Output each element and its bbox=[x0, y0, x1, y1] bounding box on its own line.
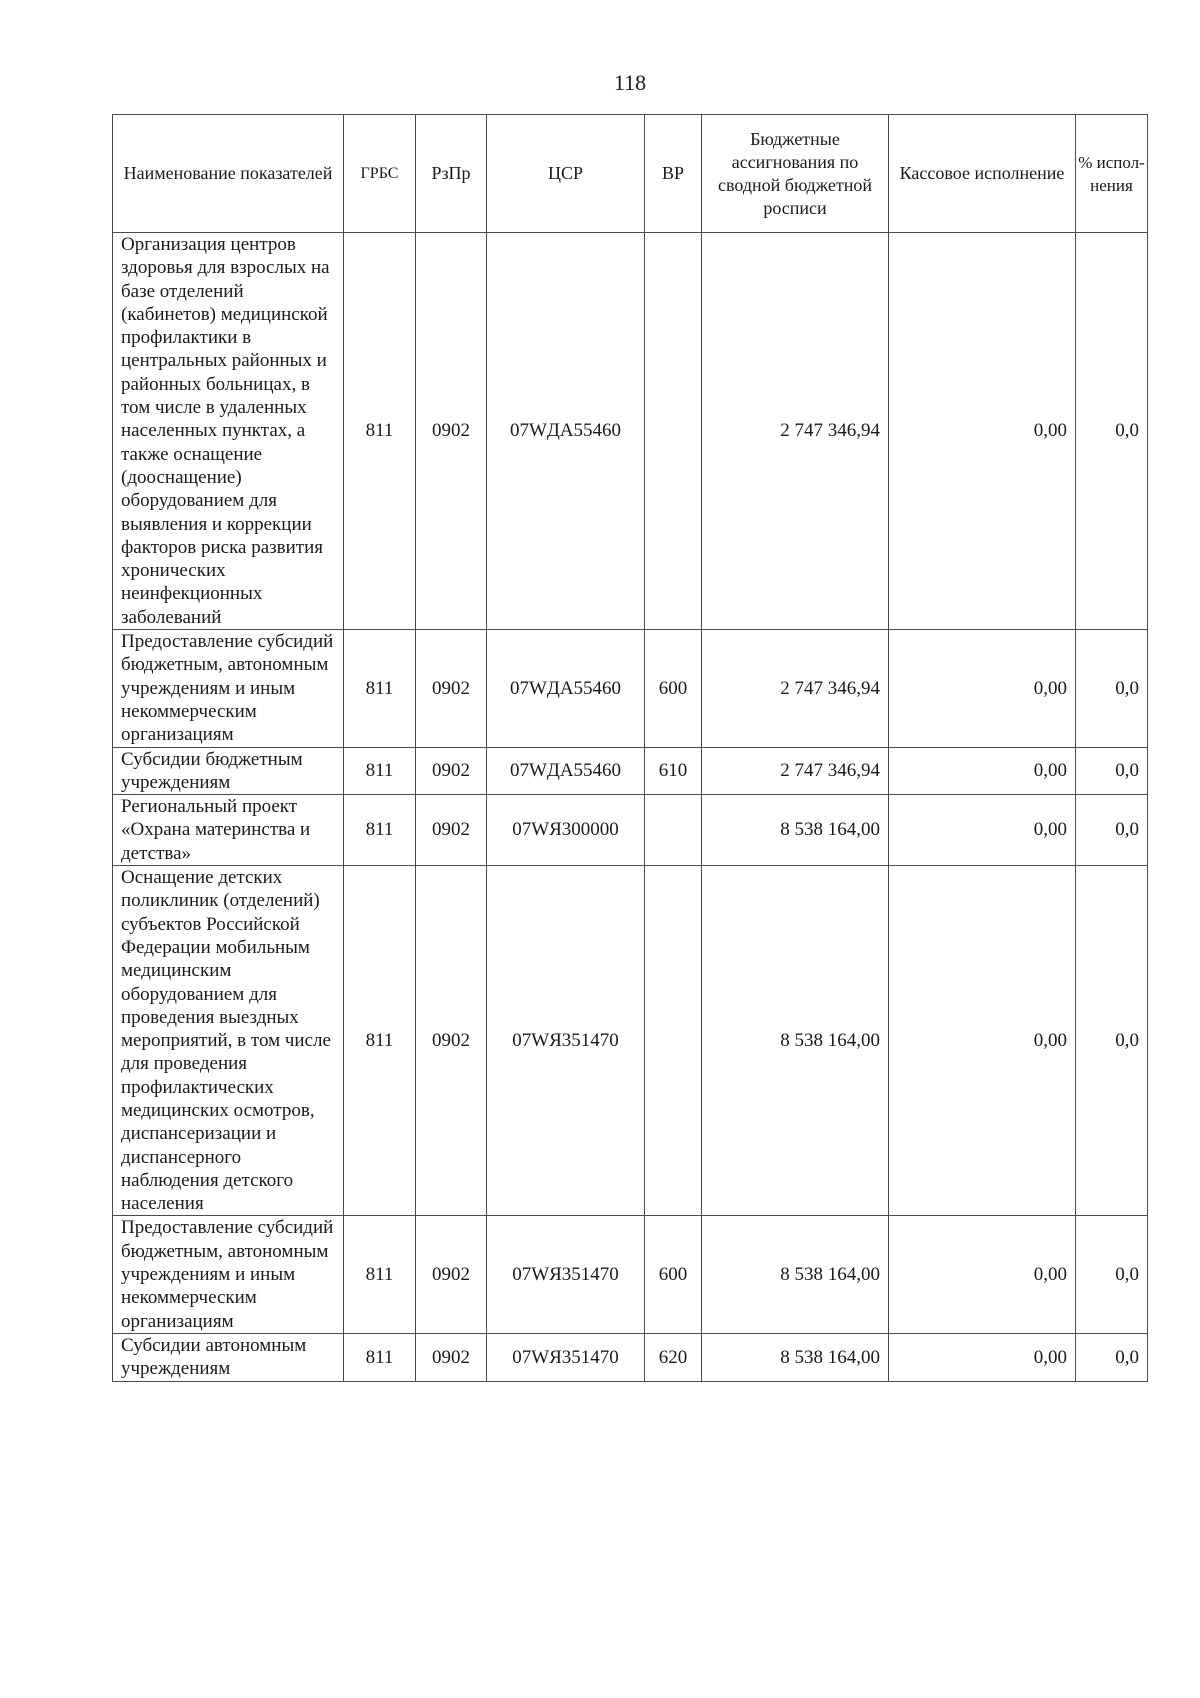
row-assignments: 8 538 164,00 bbox=[702, 795, 889, 866]
row-csr: 07WДА55460 bbox=[487, 233, 645, 630]
row-grbs: 811 bbox=[344, 795, 416, 866]
row-rzpr: 0902 bbox=[416, 795, 487, 866]
table-header-row bbox=[113, 115, 1148, 233]
row-csr: 07WЯ351470 bbox=[487, 866, 645, 1216]
row-vr: 600 bbox=[645, 1216, 702, 1333]
row-vr: 600 bbox=[645, 630, 702, 747]
table-row bbox=[113, 795, 1148, 866]
header-rzpr: РзПр bbox=[416, 115, 487, 233]
row-percent: 0,0 bbox=[1076, 233, 1148, 630]
table-row bbox=[113, 630, 1148, 747]
row-percent: 0,0 bbox=[1076, 795, 1148, 866]
table-row bbox=[113, 233, 1148, 630]
header-grbs: ГРБС bbox=[344, 115, 416, 233]
table-row bbox=[113, 747, 1148, 795]
row-assignments: 8 538 164,00 bbox=[702, 1216, 889, 1333]
header-percent: % испол-нения bbox=[1076, 115, 1148, 233]
row-assignments: 2 747 346,94 bbox=[702, 233, 889, 630]
row-grbs: 811 bbox=[344, 866, 416, 1216]
row-cash-execution: 0,00 bbox=[889, 630, 1076, 747]
row-name: Оснащение детских поликлиник (отделений) субъектов Российской Федерации мобильным медицинским оборудованием для проведения выездных мероприятий, в том числе для проведения профилактических медицинских осмотров, диспансеризации и диспансерного наблюдения детского населения bbox=[113, 866, 344, 1216]
row-csr: 07WДА55460 bbox=[487, 747, 645, 795]
row-cash-execution: 0,00 bbox=[889, 747, 1076, 795]
budget-table bbox=[112, 114, 1148, 1382]
row-grbs: 811 bbox=[344, 1333, 416, 1381]
row-name: Организация центров здоровья для взрослых на базе отделений (кабинетов) медицинской профилактики в центральных районных и районных больницах, в том числе в удаленных населенных пунктах, а также оснащение (дооснащение) оборудованием для выявления и коррекции факторов риска развития хронических неинфекционных заболеваний bbox=[113, 233, 344, 630]
row-assignments: 2 747 346,94 bbox=[702, 630, 889, 747]
page-number: 118 bbox=[613, 70, 647, 95]
row-csr: 07WЯ351470 bbox=[487, 1216, 645, 1333]
row-rzpr: 0902 bbox=[416, 1216, 487, 1333]
row-csr: 07WЯ300000 bbox=[487, 795, 645, 866]
row-percent: 0,0 bbox=[1076, 1216, 1148, 1333]
row-name: Субсидии автономным учреждениям bbox=[113, 1333, 344, 1381]
row-vr: 610 bbox=[645, 747, 702, 795]
row-grbs: 811 bbox=[344, 233, 416, 630]
row-cash-execution: 0,00 bbox=[889, 1333, 1076, 1381]
row-rzpr: 0902 bbox=[416, 1333, 487, 1381]
row-name: Региональный проект «Охрана материнства и детства» bbox=[113, 795, 344, 866]
row-percent: 0,0 bbox=[1076, 866, 1148, 1216]
header-name: Наименование показателей bbox=[113, 115, 344, 233]
row-csr: 07WЯ351470 bbox=[487, 1333, 645, 1381]
row-csr: 07WДА55460 bbox=[487, 630, 645, 747]
header-assignments: Бюджетные ассигнования по сводной бюджетной росписи bbox=[702, 115, 889, 233]
row-grbs: 811 bbox=[344, 1216, 416, 1333]
row-vr bbox=[645, 866, 702, 1216]
header-cash-execution: Кассовое исполнение bbox=[889, 115, 1076, 233]
row-percent: 0,0 bbox=[1076, 630, 1148, 747]
row-name: Предоставление субсидий бюджетным, автономным учреждениям и иным некоммерческим организациям bbox=[113, 630, 344, 747]
row-vr: 620 bbox=[645, 1333, 702, 1381]
row-assignments: 8 538 164,00 bbox=[702, 1333, 889, 1381]
row-assignments: 2 747 346,94 bbox=[702, 747, 889, 795]
row-rzpr: 0902 bbox=[416, 630, 487, 747]
row-name: Предоставление субсидий бюджетным, автономным учреждениям и иным некоммерческим организациям bbox=[113, 1216, 344, 1333]
row-vr bbox=[645, 233, 702, 630]
row-grbs: 811 bbox=[344, 630, 416, 747]
row-cash-execution: 0,00 bbox=[889, 866, 1076, 1216]
header-csr: ЦСР bbox=[487, 115, 645, 233]
row-assignments: 8 538 164,00 bbox=[702, 866, 889, 1216]
row-rzpr: 0902 bbox=[416, 747, 487, 795]
row-cash-execution: 0,00 bbox=[889, 795, 1076, 866]
table-row bbox=[113, 1333, 1148, 1381]
row-vr bbox=[645, 795, 702, 866]
row-percent: 0,0 bbox=[1076, 1333, 1148, 1381]
table-row bbox=[113, 1216, 1148, 1333]
row-rzpr: 0902 bbox=[416, 233, 487, 630]
row-rzpr: 0902 bbox=[416, 866, 487, 1216]
row-grbs: 811 bbox=[344, 747, 416, 795]
row-cash-execution: 0,00 bbox=[889, 233, 1076, 630]
header-vr: ВР bbox=[645, 115, 702, 233]
row-name: Субсидии бюджетным учреждениям bbox=[113, 747, 344, 795]
table-row bbox=[113, 866, 1148, 1216]
row-percent: 0,0 bbox=[1076, 747, 1148, 795]
row-cash-execution: 0,00 bbox=[889, 1216, 1076, 1333]
